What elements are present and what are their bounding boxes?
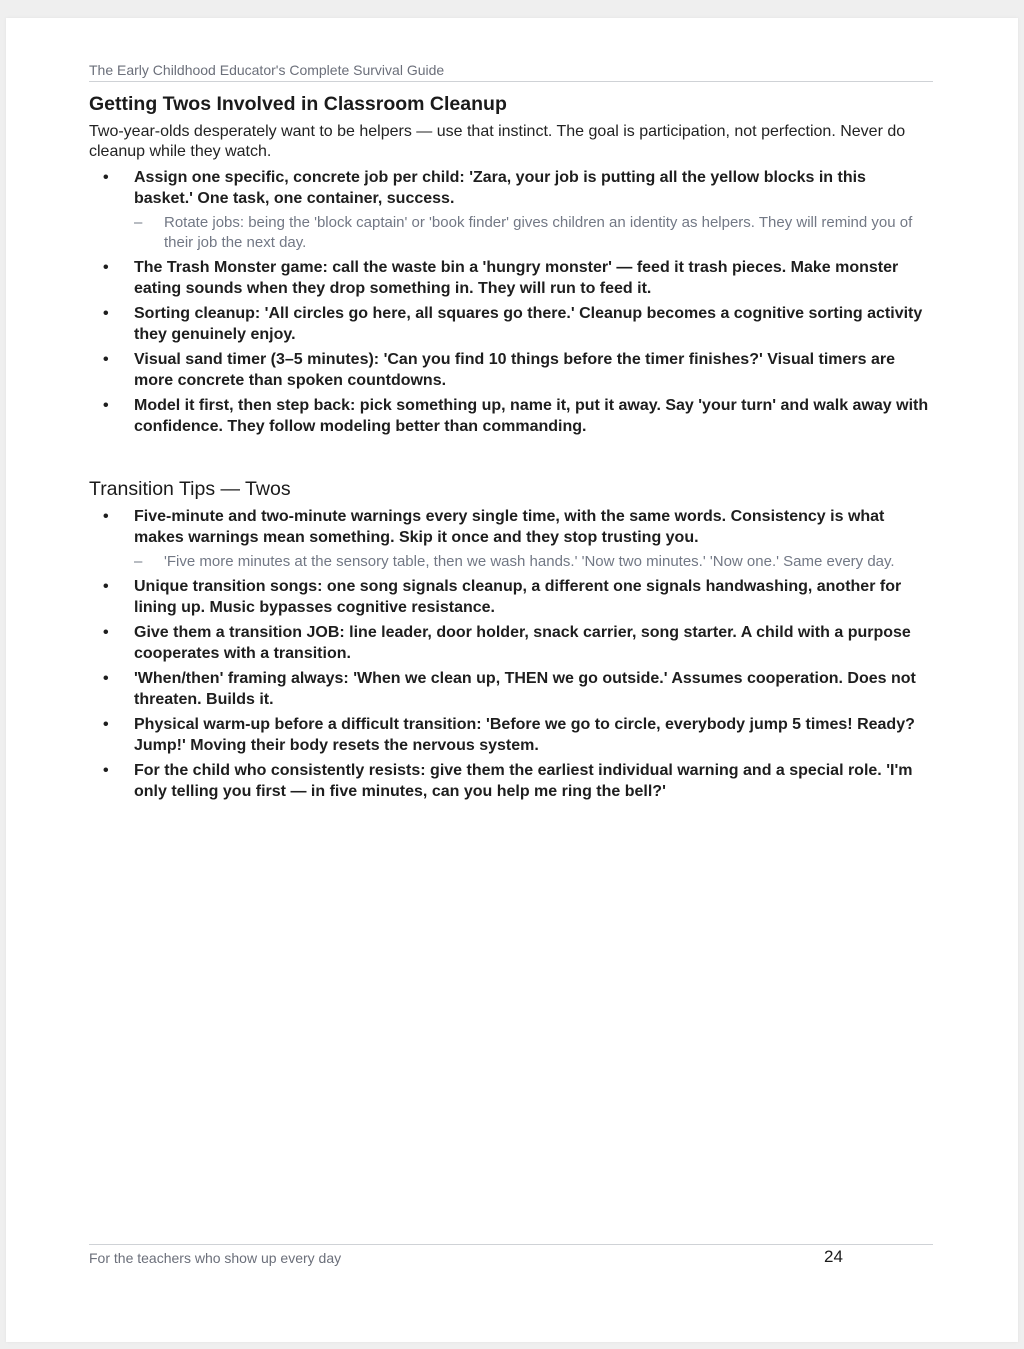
running-header: The Early Childhood Educator's Complete Survival Guide [89,62,933,82]
list-item [89,761,929,802]
list-item [89,304,929,345]
list-item [89,577,929,618]
bullet-list-transitions [89,507,929,802]
section-transitions [89,477,929,802]
list-item-text: The Trash Monster game: call the waste bin a 'hungry monster' — feed it trash pieces. Make monster eating sounds when they drop something in. They will run to feed it. [134,259,899,297]
footer-divider [89,1244,933,1245]
section-cleanup [89,92,929,437]
bullet-marker: • [103,670,109,687]
section-heading-cleanup: Getting Twos Involved in Classroom Cleanup [89,93,507,115]
page-content [89,92,929,807]
dash-marker: – [134,553,143,570]
sub-list-item [134,213,929,253]
bullet-marker: • [103,259,109,276]
list-item [89,715,929,756]
list-item-text: Model it first, then step back: pick something up, name it, put it away. Say 'your turn' and walk away with confidence. They follow modeling better than commanding. [134,397,929,435]
bullet-marker: • [103,716,109,733]
list-item-text: Give them a transition JOB: line leader, door holder, snack carrier, song starter. A child with a purpose cooperates with a transition. [134,624,911,662]
bullet-marker: • [103,351,109,368]
list-item [89,396,929,437]
bullet-marker: • [103,578,109,595]
section-intro: Two-year-olds desperately want to be helpers — use that instinct. The goal is participation, not perfection. Never do cleanup while they watch. [89,123,906,160]
bullet-list-cleanup [89,168,929,437]
sub-list-item [134,552,929,572]
list-item-text: Physical warm-up before a difficult transition: 'Before we go to circle, everybody jump 5 times! Ready? Jump!' Moving their body resets the nervous system. [134,716,915,754]
list-item-text: Five-minute and two-minute warnings every single time, with the same words. Consistency is what makes warnings mean something. Skip it once and they stop trusting you. [134,508,885,546]
sub-list-item-text: 'Five more minutes at the sensory table, then we wash hands.' 'Now two minutes.' 'Now one.' Same every day. [164,553,895,570]
list-item [89,258,929,299]
list-item-text: For the child who consistently resists: give them the earliest individual warning and a special role. 'I'm only telling you first — in five minutes, can you help me ring the bell?' [134,762,913,800]
bullet-marker: • [103,169,109,186]
list-item-text: Sorting cleanup: 'All circles go here, all squares go there.' Cleanup becomes a cognitive sorting activity they genuinely enjoy. [134,305,923,343]
footer-tagline: For the teachers who show up every day [89,1250,342,1266]
bullet-marker: • [103,508,109,525]
bullet-marker: • [103,762,109,779]
sub-list-item-text: Rotate jobs: being the 'block captain' or 'book finder' gives children an identity as helpers. They will remind you of their job the next day. [164,214,913,251]
list-item-text: 'When/then' framing always: 'When we clean up, THEN we go outside.' Assumes cooperation. Does not threaten. Builds it. [134,670,916,708]
page-number: 24 [824,1247,843,1266]
list-item [89,168,929,253]
list-item-text: Unique transition songs: one song signals cleanup, a different one signals handwashing, another for lining up. Music bypasses cognitive resistance. [134,578,902,616]
list-item [89,507,929,572]
list-item-text: Assign one specific, concrete job per child: 'Zara, your job is putting all the yellow blocks in this basket.' One task, one container, success. [134,169,866,207]
list-item-text: Visual sand timer (3–5 minutes): 'Can you find 10 things before the timer finishes?' Visual timers are more concrete than spoken countdowns. [134,351,895,389]
bullet-marker: • [103,397,109,414]
list-item [89,623,929,664]
list-item [89,669,929,710]
bullet-marker: • [103,305,109,322]
bullet-marker: • [103,624,109,641]
list-item [89,350,929,391]
section-heading-transitions: Transition Tips — Twos [89,478,291,500]
dash-marker: – [134,214,143,231]
